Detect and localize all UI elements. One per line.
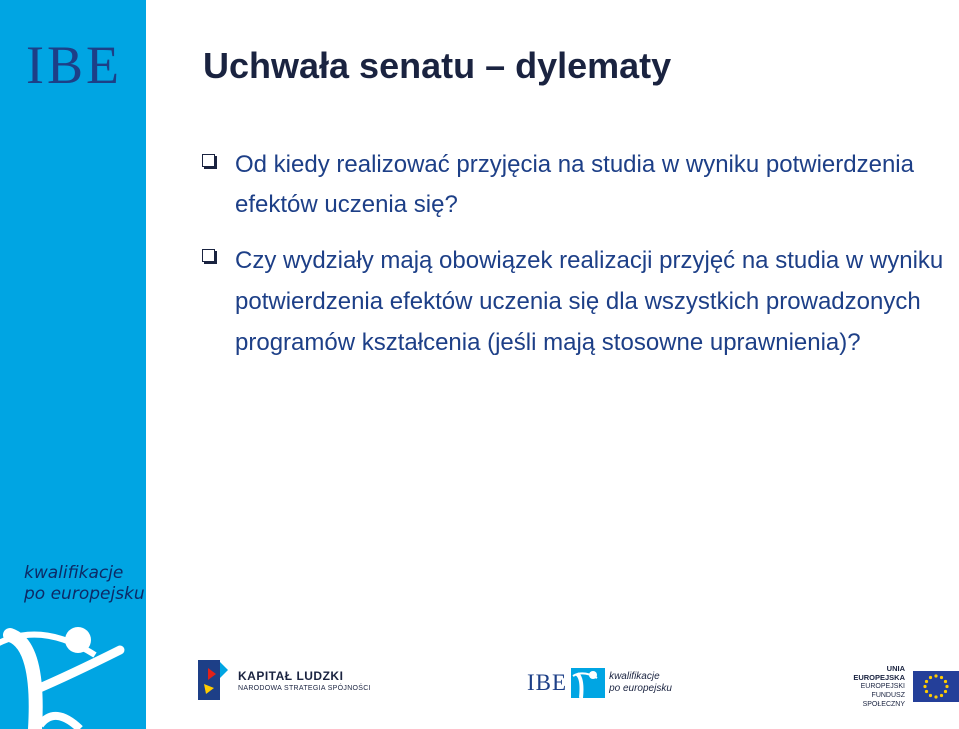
sidebar [0,0,146,729]
ibe-footer-mark: IBE [527,670,568,695]
jumping-figure-icon [0,615,146,729]
bullet-item-1 [202,145,922,225]
ibe-footer-tag-line1: kwalifikacje [609,671,660,682]
sidebar-tagline-line1: kwalifikacje [24,563,124,583]
kapital-ludzki-title: KAPITAŁ LUDZKI [238,668,344,683]
ibe-footer-logo [527,668,672,698]
bullet-item-2 [202,240,957,363]
checkbox-bullet-icon [202,249,215,262]
bullet-text-2: Czy wydziały mają obowiązek realizacji przyjęć na studia w wyniku potwierdzenia efektów uczenia się dla wszystkich prowadzonych programów kształcenia (jeśli mają stosowne uprawnienia)? [235,247,944,356]
eu-logo [843,664,959,709]
bullet-text-1: Od kiedy realizować przyjęcia na studia w wyniku potwierdzenia efektów uczenia się? [235,151,914,218]
eu-line2: EUROPEJSKI [860,683,905,690]
ibe-footer-tag-line2: po europejsku [609,683,672,694]
eu-flag-icon [913,671,959,702]
eu-line3: FUNDUSZ SPOŁECZNY [862,692,905,708]
checkbox-bullet-icon [202,154,215,167]
sidebar-tagline [24,563,145,605]
ibe-logo: IBE [26,35,122,95]
kapital-ludzki-icon [198,660,228,700]
kapital-ludzki-subtitle: NARODOWA STRATEGIA SPÓJNOŚCI [238,684,371,692]
sidebar-tagline-line2: po europejsku [24,584,145,604]
eu-line1: UNIA EUROPEJSKA [853,664,905,682]
jumping-figure-small-icon [571,668,605,698]
kapital-ludzki-logo [198,660,371,700]
slide-title: Uchwała senatu – dylematy [203,45,672,86]
